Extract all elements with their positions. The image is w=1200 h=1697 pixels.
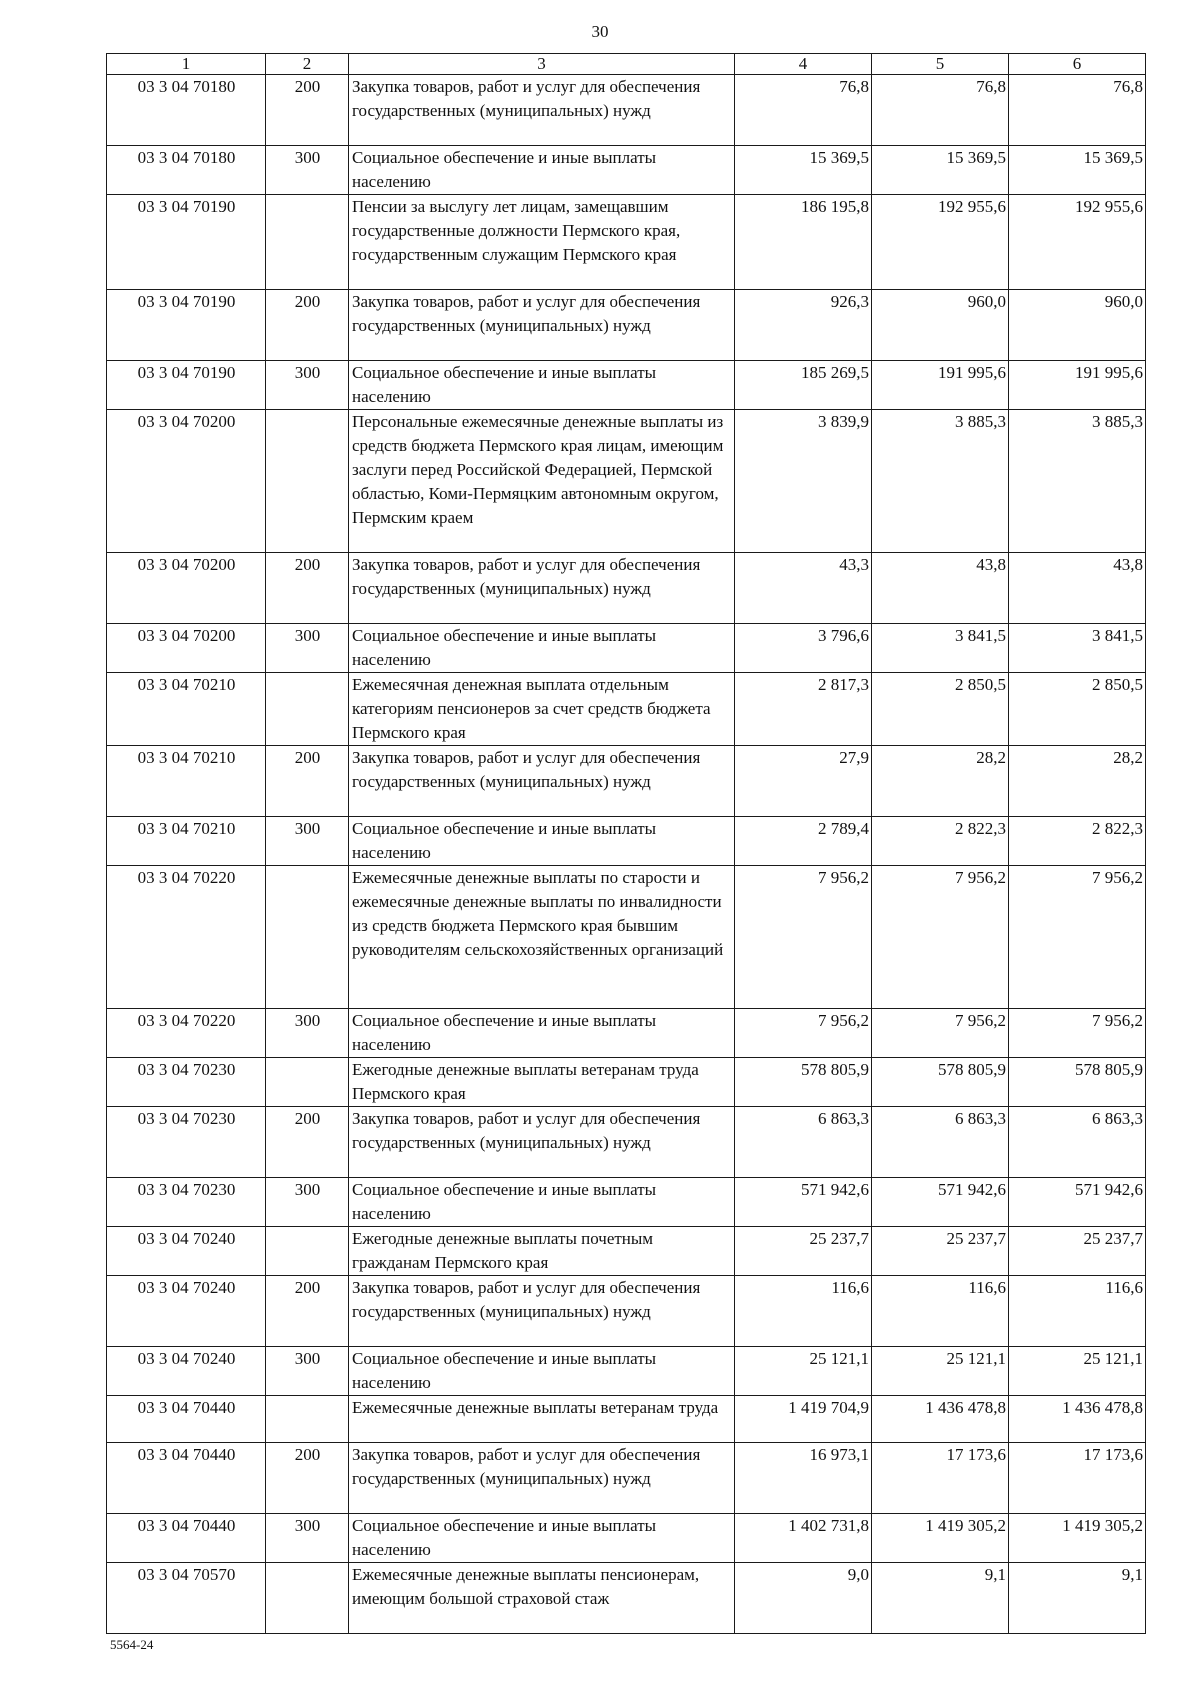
table-row [107,817,1146,866]
value-col6-cell: 2 850,5 [1009,673,1146,746]
value-col6-cell: 25 237,7 [1009,1227,1146,1276]
value-col4-cell: 3 796,6 [735,624,872,673]
value-col4-cell: 9,0 [735,1563,872,1634]
target-code-cell: 03 3 04 70180 [107,146,266,195]
value-col6-cell: 191 995,6 [1009,361,1146,410]
target-code-cell: 03 3 04 70440 [107,1443,266,1514]
description-cell: Закупка товаров, работ и услуг для обеспечения государственных (муниципальных) нужд [349,290,735,361]
value-col6-cell: 578 805,9 [1009,1058,1146,1107]
value-col6-cell: 76,8 [1009,75,1146,146]
target-code-cell: 03 3 04 70230 [107,1107,266,1178]
value-col5-cell: 6 863,3 [872,1107,1009,1178]
expense-type-cell: 300 [266,1514,349,1563]
column-header: 5 [872,54,1009,75]
expense-type-cell: 200 [266,1443,349,1514]
table-row [107,1276,1146,1347]
description-cell: Социальное обеспечение и иные выплаты населению [349,817,735,866]
column-header: 4 [735,54,872,75]
value-col4-cell: 25 121,1 [735,1347,872,1396]
target-code-cell: 03 3 04 70190 [107,290,266,361]
expense-type-cell [266,673,349,746]
target-code-cell: 03 3 04 70240 [107,1347,266,1396]
value-col6-cell: 9,1 [1009,1563,1146,1634]
expense-type-cell: 200 [266,75,349,146]
value-col4-cell: 27,9 [735,746,872,817]
target-code-cell: 03 3 04 70240 [107,1227,266,1276]
target-code-cell: 03 3 04 70200 [107,624,266,673]
target-code-cell: 03 3 04 70220 [107,1009,266,1058]
target-code-cell: 03 3 04 70180 [107,75,266,146]
value-col6-cell: 116,6 [1009,1276,1146,1347]
target-code-cell: 03 3 04 70230 [107,1058,266,1107]
table-row [107,361,1146,410]
value-col5-cell: 28,2 [872,746,1009,817]
description-cell: Закупка товаров, работ и услуг для обеспечения государственных (муниципальных) нужд [349,746,735,817]
value-col5-cell: 43,8 [872,553,1009,624]
table-row [107,1107,1146,1178]
value-col5-cell: 7 956,2 [872,866,1009,1009]
value-col4-cell: 1 402 731,8 [735,1514,872,1563]
description-cell: Социальное обеспечение и иные выплаты населению [349,1009,735,1058]
description-cell: Закупка товаров, работ и услуг для обеспечения государственных (муниципальных) нужд [349,75,735,146]
expense-type-cell: 200 [266,290,349,361]
value-col5-cell: 2 850,5 [872,673,1009,746]
value-col6-cell: 28,2 [1009,746,1146,817]
value-col5-cell: 9,1 [872,1563,1009,1634]
expense-type-cell: 200 [266,1276,349,1347]
description-cell: Ежемесячные денежные выплаты по старости и ежемесячные денежные выплаты по инвалидности из средств бюджета Пермского края бывшим руководителям сельскохозяйственных организаций [349,866,735,1009]
target-code-cell: 03 3 04 70210 [107,746,266,817]
value-col4-cell: 2 789,4 [735,817,872,866]
expense-type-cell: 200 [266,1107,349,1178]
target-code-cell: 03 3 04 70240 [107,1276,266,1347]
value-col4-cell: 25 237,7 [735,1227,872,1276]
table-row [107,1396,1146,1443]
value-col6-cell: 1 419 305,2 [1009,1514,1146,1563]
table-row [107,75,1146,146]
description-cell: Ежегодные денежные выплаты ветеранам труда Пермского края [349,1058,735,1107]
value-col5-cell: 960,0 [872,290,1009,361]
column-header: 1 [107,54,266,75]
value-col5-cell: 1 419 305,2 [872,1514,1009,1563]
value-col4-cell: 186 195,8 [735,195,872,290]
description-cell: Закупка товаров, работ и услуг для обеспечения государственных (муниципальных) нужд [349,1443,735,1514]
value-col5-cell: 116,6 [872,1276,1009,1347]
value-col5-cell: 3 841,5 [872,624,1009,673]
value-col4-cell: 76,8 [735,75,872,146]
target-code-cell: 03 3 04 70210 [107,817,266,866]
expense-type-cell [266,1396,349,1443]
value-col4-cell: 1 419 704,9 [735,1396,872,1443]
target-code-cell: 03 3 04 70190 [107,195,266,290]
document-code: 5564-24 [110,1637,154,1652]
expense-type-cell: 200 [266,746,349,817]
description-cell: Социальное обеспечение и иные выплаты населению [349,624,735,673]
expense-type-cell: 300 [266,817,349,866]
expense-type-cell: 300 [266,624,349,673]
expense-type-cell [266,195,349,290]
value-col4-cell: 16 973,1 [735,1443,872,1514]
column-header: 6 [1009,54,1146,75]
table-row [107,1443,1146,1514]
description-cell: Социальное обеспечение и иные выплаты населению [349,146,735,195]
target-code-cell: 03 3 04 70440 [107,1396,266,1443]
description-cell: Персональные ежемесячные денежные выплаты из средств бюджета Пермского края лицам, имеющим заслуги перед Российской Федерацией, Пермской областью, Коми-Пермяцким автономным округом, Пермским краем [349,410,735,553]
value-col5-cell: 76,8 [872,75,1009,146]
description-cell: Закупка товаров, работ и услуг для обеспечения государственных (муниципальных) нужд [349,1276,735,1347]
value-col6-cell: 2 822,3 [1009,817,1146,866]
value-col4-cell: 6 863,3 [735,1107,872,1178]
value-col6-cell: 25 121,1 [1009,1347,1146,1396]
value-col4-cell: 15 369,5 [735,146,872,195]
description-cell: Социальное обеспечение и иные выплаты населению [349,1514,735,1563]
value-col4-cell: 116,6 [735,1276,872,1347]
table-row [107,1514,1146,1563]
table-row [107,1058,1146,1107]
table-row [107,746,1146,817]
value-col5-cell: 1 436 478,8 [872,1396,1009,1443]
value-col5-cell: 191 995,6 [872,361,1009,410]
target-code-cell: 03 3 04 70230 [107,1178,266,1227]
value-col5-cell: 25 237,7 [872,1227,1009,1276]
value-col4-cell: 43,3 [735,553,872,624]
value-col5-cell: 578 805,9 [872,1058,1009,1107]
table-row [107,673,1146,746]
value-col5-cell: 25 121,1 [872,1347,1009,1396]
value-col4-cell: 7 956,2 [735,1009,872,1058]
target-code-cell: 03 3 04 70440 [107,1514,266,1563]
value-col6-cell: 571 942,6 [1009,1178,1146,1227]
expense-type-cell [266,1563,349,1634]
budget-table [106,53,1146,1634]
value-col6-cell: 192 955,6 [1009,195,1146,290]
table-row [107,290,1146,361]
expense-type-cell: 200 [266,553,349,624]
value-col4-cell: 571 942,6 [735,1178,872,1227]
value-col5-cell: 15 369,5 [872,146,1009,195]
target-code-cell: 03 3 04 70190 [107,361,266,410]
value-col6-cell: 17 173,6 [1009,1443,1146,1514]
value-col6-cell: 7 956,2 [1009,1009,1146,1058]
value-col4-cell: 926,3 [735,290,872,361]
expense-type-cell: 300 [266,146,349,195]
expense-type-cell: 300 [266,361,349,410]
value-col6-cell: 6 863,3 [1009,1107,1146,1178]
value-col4-cell: 7 956,2 [735,866,872,1009]
value-col5-cell: 192 955,6 [872,195,1009,290]
value-col6-cell: 1 436 478,8 [1009,1396,1146,1443]
value-col5-cell: 571 942,6 [872,1178,1009,1227]
value-col4-cell: 578 805,9 [735,1058,872,1107]
table-row [107,866,1146,1009]
value-col4-cell: 2 817,3 [735,673,872,746]
column-header: 3 [349,54,735,75]
value-col6-cell: 15 369,5 [1009,146,1146,195]
value-col5-cell: 17 173,6 [872,1443,1009,1514]
expense-type-cell [266,866,349,1009]
header-row [107,54,1146,75]
expense-type-cell [266,1058,349,1107]
target-code-cell: 03 3 04 70200 [107,410,266,553]
description-cell: Ежемесячная денежная выплата отдельным категориям пенсионеров за счет средств бюджета Пермского края [349,673,735,746]
description-cell: Ежемесячные денежные выплаты ветеранам труда [349,1396,735,1443]
page-number: 30 [591,22,609,41]
value-col6-cell: 3 841,5 [1009,624,1146,673]
expense-type-cell: 300 [266,1347,349,1396]
description-cell: Социальное обеспечение и иные выплаты населению [349,1178,735,1227]
description-cell: Ежемесячные денежные выплаты пенсионерам, имеющим большой страховой стаж [349,1563,735,1634]
expense-type-cell: 300 [266,1009,349,1058]
expense-type-cell [266,1227,349,1276]
table-row [107,1009,1146,1058]
table-row [107,195,1146,290]
description-cell: Закупка товаров, работ и услуг для обеспечения государственных (муниципальных) нужд [349,1107,735,1178]
description-cell: Социальное обеспечение и иные выплаты населению [349,361,735,410]
value-col6-cell: 7 956,2 [1009,866,1146,1009]
expense-type-cell: 300 [266,1178,349,1227]
table-row [107,624,1146,673]
target-code-cell: 03 3 04 70200 [107,553,266,624]
target-code-cell: 03 3 04 70220 [107,866,266,1009]
value-col6-cell: 3 885,3 [1009,410,1146,553]
value-col4-cell: 3 839,9 [735,410,872,553]
value-col5-cell: 7 956,2 [872,1009,1009,1058]
description-cell: Ежегодные денежные выплаты почетным гражданам Пермского края [349,1227,735,1276]
table-row [107,146,1146,195]
description-cell: Пенсии за выслугу лет лицам, замещавшим государственные должности Пермского края, государственным служащим Пермского края [349,195,735,290]
value-col4-cell: 185 269,5 [735,361,872,410]
expense-type-cell [266,410,349,553]
value-col5-cell: 3 885,3 [872,410,1009,553]
description-cell: Социальное обеспечение и иные выплаты населению [349,1347,735,1396]
table-row [107,1178,1146,1227]
table-row [107,410,1146,553]
table-row [107,1563,1146,1634]
table-row [107,1347,1146,1396]
description-cell: Закупка товаров, работ и услуг для обеспечения государственных (муниципальных) нужд [349,553,735,624]
table-row [107,553,1146,624]
value-col5-cell: 2 822,3 [872,817,1009,866]
value-col6-cell: 43,8 [1009,553,1146,624]
column-header: 2 [266,54,349,75]
value-col6-cell: 960,0 [1009,290,1146,361]
table-row [107,1227,1146,1276]
target-code-cell: 03 3 04 70210 [107,673,266,746]
target-code-cell: 03 3 04 70570 [107,1563,266,1634]
